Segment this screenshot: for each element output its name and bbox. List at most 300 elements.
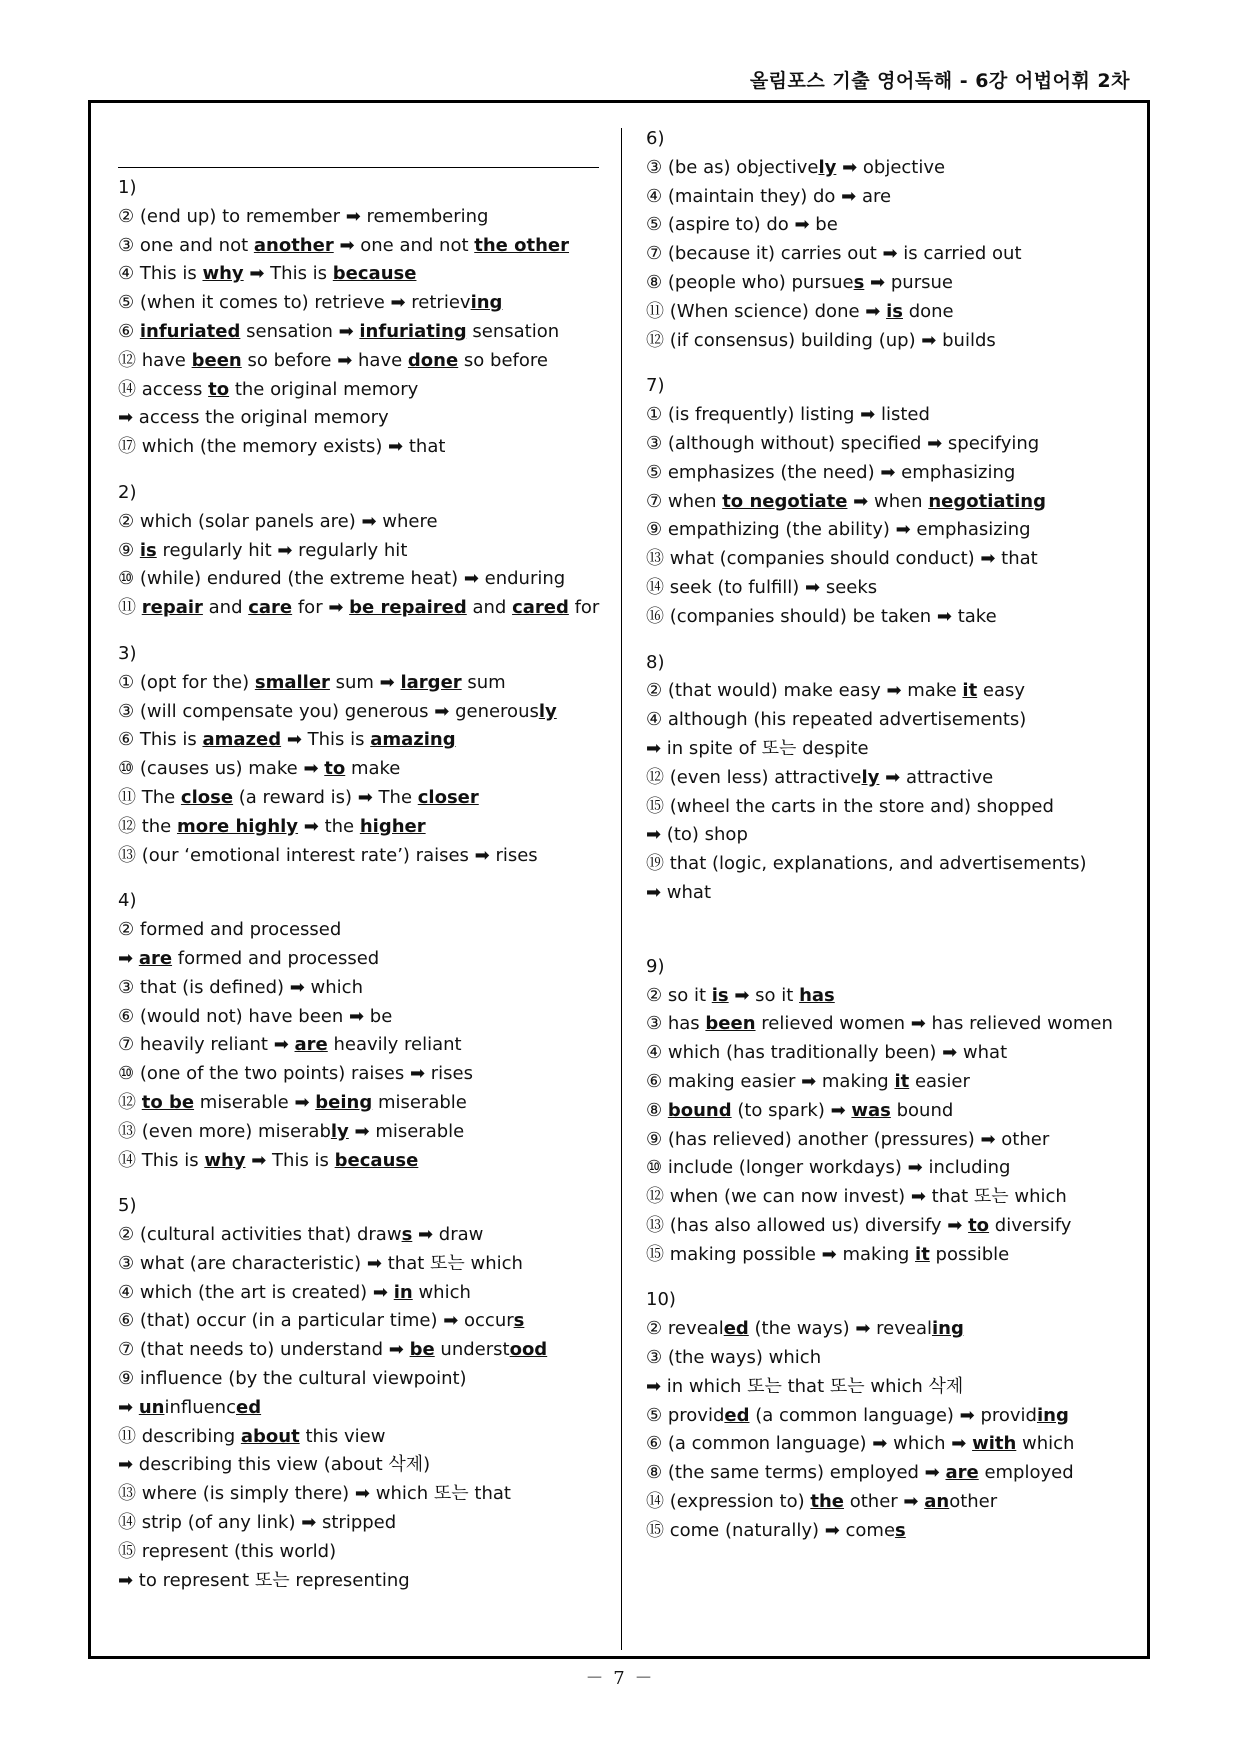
answer-text: ⑪ describing: [118, 1425, 241, 1447]
answer-text: ⑬ what (companies should conduct) ➡ that: [646, 548, 1038, 570]
emphasized-text: was: [851, 1099, 891, 1121]
answer-text: ➡: [118, 947, 139, 969]
answer-text: ⑭ This is: [118, 1149, 205, 1171]
emphasized-text: is: [886, 300, 903, 322]
answer-line: [118, 1060, 608, 1089]
answer-text: ⑥ (that) occur (in a particular time) ➡ occur: [118, 1310, 514, 1332]
answer-text: ⑮ making possible ➡ making: [646, 1243, 916, 1265]
answer-line: [646, 183, 1136, 212]
answer-text: bound: [890, 1099, 954, 1121]
answer-line: [646, 488, 1136, 517]
answer-line: [646, 1517, 1136, 1546]
answer-line: [118, 1538, 608, 1567]
answer-text: miserable ➡: [194, 1091, 316, 1113]
answer-text: ➡ draw: [412, 1224, 484, 1246]
answer-text: sum ➡: [329, 671, 401, 693]
answer-text: ⑨ influence (by the cultural viewpoint): [118, 1368, 467, 1390]
answer-text: ① (is frequently) listing ➡ listed: [646, 404, 930, 426]
answer-text: ⑬ where (is simply there) ➡ which 또는 that: [118, 1483, 511, 1505]
answer-text: ② (end up) to remember ➡ remembering: [118, 205, 489, 227]
answer-section: [646, 125, 1136, 355]
emphasized-text: why: [204, 1149, 246, 1171]
answer-text: ⑪ The: [118, 786, 181, 808]
answer-line: [646, 1212, 1136, 1241]
answer-text: ① (opt for the): [118, 671, 255, 693]
answer-line: [646, 269, 1136, 298]
answer-text: ⑭ strip (of any link) ➡ stripped: [118, 1512, 397, 1534]
section-number: 5): [118, 1195, 137, 1217]
answer-text: ⑤ emphasizes (the need) ➡ emphasizing: [646, 461, 1016, 483]
answer-line: [118, 1336, 608, 1365]
answer-text: ⑦ heavily reliant ➡: [118, 1034, 295, 1056]
answer-line: [118, 537, 608, 566]
answer-line: [118, 1365, 608, 1394]
answer-text: ④ (maintain they) do ➡ are: [646, 185, 892, 207]
answer-text: ⑮ come (naturally) ➡ come: [646, 1519, 896, 1541]
answer-line: [118, 289, 608, 318]
emphasized-text: larger: [400, 671, 462, 693]
answer-text: ② reveal: [646, 1318, 724, 1340]
section-number: 4): [118, 890, 137, 912]
answer-text: ③ one and not: [118, 234, 254, 256]
answer-text: formed and processed: [172, 947, 380, 969]
answer-line: [118, 1003, 608, 1032]
answer-text: ③ (be as) objective: [646, 156, 819, 178]
emphasized-text: ed: [724, 1404, 750, 1426]
answer-line: [646, 1430, 1136, 1459]
answer-text: ③ that (is defined) ➡ which: [118, 976, 363, 998]
answer-line: [118, 1221, 608, 1250]
answer-line: [118, 1423, 608, 1452]
answer-text: ⑤ (aspire to) do ➡ be: [646, 214, 838, 236]
answer-text: easier: [909, 1070, 970, 1092]
emphasized-text: ly: [538, 700, 557, 722]
emphasized-text: it: [915, 1243, 930, 1265]
emphasized-text: about: [240, 1425, 300, 1447]
answer-line: [118, 755, 608, 784]
answer-text: ➡ so it: [728, 984, 800, 1006]
emphasized-text: the: [810, 1491, 845, 1513]
answer-text: ⑫ (if consensus) building (up) ➡ builds: [646, 329, 996, 351]
answer-text: ⑥: [118, 320, 140, 342]
answer-line: [118, 669, 608, 698]
answer-text: ➡ one and not: [333, 234, 475, 256]
answer-line: [646, 603, 1136, 632]
answer-text: the original memory: [229, 378, 419, 400]
answer-text: heavily reliant: [327, 1034, 462, 1056]
answer-line: [118, 1567, 608, 1596]
emphasized-text: un: [138, 1396, 165, 1418]
answer-text: ⑲ that (logic, explanations, and advertisements): [646, 853, 1087, 875]
answer-text: ④ This is: [118, 263, 203, 285]
answer-line: [118, 698, 608, 727]
emphasized-text: negotiating: [928, 490, 1046, 512]
answer-text: (to spark) ➡: [731, 1099, 852, 1121]
emphasized-text: is: [139, 539, 157, 561]
answer-line: [646, 850, 1136, 879]
emphasized-text: be repaired: [349, 597, 467, 619]
answer-line: [646, 298, 1136, 327]
answer-text: ③ (the ways) which: [646, 1347, 822, 1369]
answer-section: [646, 372, 1136, 631]
answer-line: [118, 1089, 608, 1118]
answer-text: ⑨ (has relieved) another (pressures) ➡ other: [646, 1128, 1050, 1150]
answer-text: ③ (although without) specified ➡ specifying: [646, 432, 1040, 454]
answer-text: ➡ objective: [836, 156, 946, 178]
emphasized-text: being: [315, 1091, 373, 1113]
answer-line: [118, 1509, 608, 1538]
answer-line: [646, 1183, 1136, 1212]
answer-line: [118, 376, 608, 405]
answer-text: ➡ pursue: [864, 271, 953, 293]
emphasized-text: another: [253, 234, 334, 256]
answer-text: ➡ access the original memory: [118, 407, 389, 429]
emphasized-text: ing: [1036, 1404, 1069, 1426]
answer-text: ⑥ (would not) have been ➡ be: [118, 1005, 393, 1027]
section-number: 8): [646, 651, 665, 673]
emphasized-text: amazing: [370, 729, 456, 751]
answer-text: ⑦ when: [646, 490, 723, 512]
emphasized-text: an: [924, 1491, 950, 1513]
answer-line: [118, 1147, 608, 1176]
answer-line: [646, 735, 1136, 764]
answer-line: [646, 1373, 1136, 1402]
emphasized-text: smaller: [254, 671, 330, 693]
emphasized-text: care: [248, 597, 293, 619]
answer-text: ⑪: [118, 597, 142, 619]
answer-line: [118, 318, 608, 347]
answer-text: ⑮ represent (this world): [118, 1540, 337, 1562]
answer-text: ➡ (to) shop: [646, 824, 748, 846]
answer-line: [118, 347, 608, 376]
answer-text: ⑦ (that needs to) understand ➡: [118, 1339, 410, 1361]
answer-section: [118, 479, 608, 623]
answer-text: ⑩ include (longer workdays) ➡ including: [646, 1157, 1011, 1179]
answer-line: [646, 459, 1136, 488]
answer-text: ⑥ making easier ➡ making: [646, 1070, 895, 1092]
answer-line: [646, 677, 1136, 706]
answer-text: ⑫ (even less) attractive: [646, 766, 862, 788]
answer-text: ⑭ seek (to fulfill) ➡ seeks: [646, 576, 878, 598]
answer-text: ⑩ (causes us) make ➡: [118, 758, 325, 780]
answer-line: [118, 784, 608, 813]
answer-text: ⑯ (companies should) be taken ➡ take: [646, 605, 997, 627]
answer-line: [118, 974, 608, 1003]
answer-line: [118, 1250, 608, 1279]
answer-section: [118, 640, 608, 870]
answer-text: ⑥ (a common language) ➡ which ➡: [646, 1433, 973, 1455]
emphasized-text: to be: [141, 1091, 195, 1113]
emphasized-text: because: [334, 1149, 419, 1171]
emphasized-text: to negotiate: [722, 490, 848, 512]
emphasized-text: ood: [509, 1339, 548, 1361]
answer-line: [118, 508, 608, 537]
section-number: 9): [646, 955, 665, 977]
section-number: 1): [118, 177, 137, 198]
answer-text: ⑮ (wheel the carts in the store and) shopped: [646, 795, 1054, 817]
answer-line: [118, 404, 608, 433]
answer-line: [646, 154, 1136, 183]
answer-line: [646, 516, 1136, 545]
emphasized-text: is: [711, 984, 729, 1006]
answer-line: [646, 1315, 1136, 1344]
answer-line: [646, 1459, 1136, 1488]
answer-text: ➡ what: [646, 881, 712, 903]
answer-text: ⑧ (people who) pursue: [646, 271, 854, 293]
answer-line: [646, 1126, 1136, 1155]
answer-text: ➡: [118, 1396, 139, 1418]
emphasized-text: higher: [359, 815, 426, 837]
emphasized-text: bound: [667, 1099, 732, 1121]
answer-text: so before ➡ have: [241, 349, 408, 371]
answer-section: [646, 649, 1136, 908]
emphasized-text: s: [513, 1310, 525, 1332]
answer-text: ➡ This is: [281, 729, 371, 751]
answer-text: for ➡: [292, 597, 350, 619]
answer-line: [646, 1097, 1136, 1126]
emphasized-text: the other: [474, 234, 570, 256]
emphasized-text: cared: [512, 597, 569, 619]
emphasized-text: amazed: [202, 729, 282, 751]
answer-text: ③ what (are characteristic) ➡ that 또는 which: [118, 1252, 523, 1274]
answer-line: [646, 401, 1136, 430]
answer-line: [646, 211, 1136, 240]
section-number: 3): [118, 642, 137, 664]
answer-text: miserable: [372, 1091, 467, 1113]
answer-line: [118, 232, 608, 261]
page-header: 올림포스 기출 영어독해 - 6강 어법어휘 2차: [749, 70, 1130, 92]
answer-text: ⑰ which (the memory exists) ➡ that: [118, 436, 446, 458]
emphasized-text: repair: [141, 597, 203, 619]
emphasized-text: close: [180, 786, 234, 808]
answer-line: [118, 1031, 608, 1060]
answer-text: ⑤ provid: [646, 1404, 725, 1426]
emphasized-text: infuriated: [139, 320, 241, 342]
emphasized-text: s: [853, 271, 865, 293]
answer-line: [646, 821, 1136, 850]
answer-line: [646, 706, 1136, 735]
answer-text: make: [345, 758, 401, 780]
answer-section: [646, 1286, 1136, 1545]
right-column: [646, 125, 1136, 1546]
answer-line: [118, 726, 608, 755]
answer-text: relieved women ➡ has relieved women: [755, 1013, 1113, 1035]
answer-text: (the ways) ➡ reveal: [748, 1318, 932, 1340]
answer-text: influenc: [164, 1396, 236, 1418]
answer-text: ➡ the: [298, 815, 360, 837]
answer-text: sensation ➡: [240, 320, 360, 342]
answer-line: [646, 764, 1136, 793]
answer-text: easy: [977, 680, 1026, 702]
answer-text: ⑬ (has also allowed us) diversify ➡: [646, 1214, 969, 1236]
answer-text: which: [1016, 1433, 1075, 1455]
answer-text: sensation: [466, 320, 560, 342]
emphasized-text: it: [962, 680, 978, 702]
answer-text: ③ (will compensate you) generous ➡ generous: [118, 700, 539, 722]
answer-text: ② so it: [646, 984, 712, 1006]
answer-text: ⑩ (one of the two points) raises ➡ rises: [118, 1063, 473, 1085]
emphasized-text: because: [332, 263, 417, 285]
answer-text: ⑫ when (we can now invest) ➡ that 또는 which: [646, 1186, 1067, 1208]
top-rule: [118, 167, 599, 168]
answer-line: [646, 793, 1136, 822]
answer-section: [118, 1192, 608, 1595]
emphasized-text: be: [409, 1339, 435, 1361]
answer-text: ② (that would) make easy ➡ make: [646, 680, 963, 702]
answer-text: ⑫ the: [118, 815, 177, 837]
emphasized-text: are: [294, 1034, 328, 1056]
answer-line: [646, 1488, 1136, 1517]
section-number: 10): [646, 1289, 676, 1311]
emphasized-text: been: [705, 1013, 756, 1035]
answer-text: ④ which (has traditionally been) ➡ what: [646, 1042, 1008, 1064]
emphasized-text: been: [191, 349, 242, 371]
answer-line: [118, 260, 608, 289]
section-number: 7): [646, 375, 665, 397]
answer-text: ⑫ have: [118, 349, 192, 371]
answer-text: ② which (solar panels are) ➡ where: [118, 510, 438, 532]
answer-text: sum: [461, 671, 506, 693]
answer-text: ⑪ (When science) done ➡: [646, 300, 887, 322]
answer-text: ⑦ (because it) carries out ➡ is carried out: [646, 243, 1022, 265]
answer-text: (a common language) ➡ provid: [749, 1404, 1037, 1426]
answer-text: ➡ This is: [245, 1149, 335, 1171]
answer-text: for: [568, 597, 600, 619]
answer-text: ➡ attractive: [879, 766, 994, 788]
answer-line: [118, 1279, 608, 1308]
answer-line: [646, 1241, 1136, 1270]
emphasized-text: ed: [236, 1396, 262, 1418]
answer-line: [646, 1039, 1136, 1068]
answer-text: diversify: [989, 1214, 1072, 1236]
answer-text: possible: [929, 1243, 1010, 1265]
emphasized-text: it: [894, 1070, 910, 1092]
answer-text: ⑭ access: [118, 378, 209, 400]
answer-line: [646, 430, 1136, 459]
emphasized-text: ing: [470, 292, 503, 314]
emphasized-text: in: [393, 1281, 413, 1303]
answer-text: ⑥ This is: [118, 729, 203, 751]
answer-text: ② (cultural activities that) draw: [118, 1224, 402, 1246]
emphasized-text: closer: [417, 786, 479, 808]
emphasized-text: why: [202, 263, 244, 285]
answer-section: [118, 887, 608, 1175]
emphasized-text: ly: [818, 156, 837, 178]
emphasized-text: to: [324, 758, 346, 780]
answer-line: [646, 982, 1136, 1011]
answer-text: and: [466, 597, 513, 619]
emphasized-text: more highly: [176, 815, 299, 837]
answer-text: ④ which (the art is created) ➡: [118, 1281, 394, 1303]
answer-line: [118, 1451, 608, 1480]
answer-line: [118, 565, 608, 594]
left-column: [118, 174, 608, 1595]
answer-text: ➡ This is: [243, 263, 333, 285]
emphasized-text: ed: [723, 1318, 749, 1340]
answer-section: [118, 174, 608, 462]
answer-text: done: [902, 300, 954, 322]
answer-text: ➡ in spite of 또는 despite: [646, 737, 869, 759]
section-number: 6): [646, 128, 665, 149]
page-number: － 7 －: [585, 1668, 655, 1689]
answer-section: [646, 953, 1136, 1270]
answer-text: underst: [434, 1339, 510, 1361]
answer-text: employed: [978, 1462, 1074, 1484]
answer-line: [118, 433, 608, 462]
answer-text: ➡ when: [847, 490, 929, 512]
emphasized-text: s: [895, 1519, 906, 1541]
answer-text: ⑨: [118, 539, 140, 561]
answer-line: [646, 879, 1136, 908]
emphasized-text: are: [138, 947, 173, 969]
answer-line: [118, 1394, 608, 1423]
answer-text: ⑤ (when it comes to) retrieve ➡ retriev: [118, 292, 471, 314]
answer-line: [646, 1344, 1136, 1373]
answer-text: regularly hit ➡ regularly hit: [156, 539, 408, 561]
answer-text: ➡ describing this view (about 삭제): [118, 1454, 431, 1476]
emphasized-text: ly: [861, 766, 880, 788]
answer-text: this view: [299, 1425, 386, 1447]
emphasized-text: ly: [330, 1120, 349, 1142]
answer-line: [118, 1307, 608, 1336]
answer-text: so before: [458, 349, 548, 371]
answer-line: [118, 594, 608, 623]
answer-line: [646, 1402, 1136, 1431]
emphasized-text: s: [401, 1224, 413, 1246]
answer-text: ⑧: [646, 1099, 668, 1121]
answer-text: (a reward is) ➡ The: [233, 786, 418, 808]
answer-line: [118, 916, 608, 945]
emphasized-text: to: [208, 378, 230, 400]
emphasized-text: are: [945, 1462, 979, 1484]
answer-text: other ➡: [844, 1491, 925, 1513]
emphasized-text: with: [972, 1433, 1017, 1455]
answer-text: other: [949, 1491, 998, 1513]
answer-line: [646, 1068, 1136, 1097]
answer-text: ② formed and processed: [118, 919, 342, 941]
answer-text: ⑫: [118, 1091, 142, 1113]
answer-text: and: [202, 597, 249, 619]
answer-line: [646, 1154, 1136, 1183]
answer-text: ➡ miserable: [348, 1120, 465, 1142]
answer-text: ⑭ (expression to): [646, 1491, 811, 1513]
answer-text: which: [412, 1281, 471, 1303]
answer-text: ⑧ (the same terms) employed ➡: [646, 1462, 946, 1484]
answer-text: ⑬ (our ‘emotional interest rate’) raises ➡ rises: [118, 844, 538, 866]
emphasized-text: done: [407, 349, 459, 371]
emphasized-text: ing: [931, 1318, 964, 1340]
answer-line: [118, 842, 608, 871]
answer-line: [646, 574, 1136, 603]
answer-text: ③ has: [646, 1013, 706, 1035]
emphasized-text: infuriating: [359, 320, 467, 342]
answer-line: [118, 813, 608, 842]
answer-text: ⑬ (even more) miserab: [118, 1120, 331, 1142]
answer-line: [118, 1480, 608, 1509]
answer-line: [118, 945, 608, 974]
answer-text: ➡ in which 또는 that 또는 which 삭제: [646, 1375, 964, 1397]
answer-line: [646, 545, 1136, 574]
column-divider: [621, 128, 622, 1650]
answer-text: ➡ to represent 또는 representing: [118, 1569, 410, 1591]
answer-text: ④ although (his repeated advertisements): [646, 709, 1027, 731]
section-number: 2): [118, 481, 137, 503]
answer-text: ⑨ empathizing (the ability) ➡ emphasizing: [646, 519, 1031, 541]
answer-line: [646, 240, 1136, 269]
answer-line: [118, 203, 608, 232]
answer-line: [118, 1118, 608, 1147]
emphasized-text: to: [968, 1214, 990, 1236]
